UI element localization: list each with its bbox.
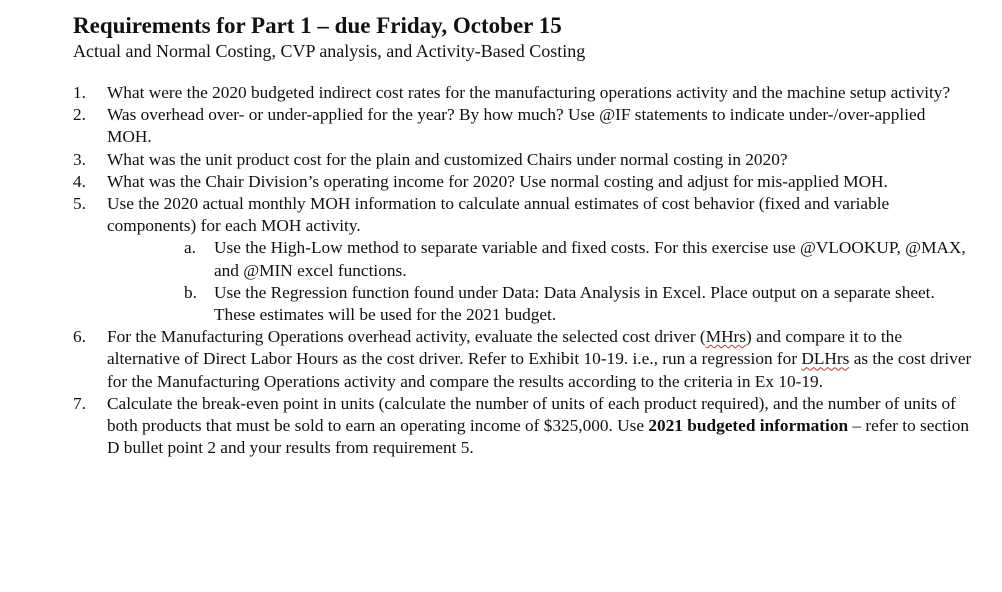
requirement-text-part: – refer to section D bullet point 2 and your results from requirement 5. [107,416,970,458]
requirement-text-part: Calculate the break-even point in units (calculate the number of units of each product required), and the number of units of both products that must be sold to earn an operating income of $325,000. Use [107,393,956,436]
sub-requirement-a [184,237,973,281]
requirement-item-7 [73,393,973,460]
requirement-number: 5. [73,194,86,214]
requirement-text-part: ) and compare it to the alternative of Direct Labor Hours as the cost driver. Refer to Exhibit 10-19. i.e., run a regression for [107,327,902,369]
requirement-number: 6. [73,327,86,347]
requirement-text: What were the 2020 budgeted indirect cost rates for the manufacturing operations activity and the machine setup activity? [107,83,951,102]
sub-requirement-text: Use the Regression function found under Data: Data Analysis in Excel. Place output on a separate sheet. These estimates will be used for the 2021 budget. [214,282,935,325]
sub-requirement-b [184,282,973,326]
bold-emphasis: 2021 budgeted information [648,416,849,436]
requirement-item-4 [73,171,973,193]
requirement-item-6 [73,326,973,393]
requirement-text-part: For the Manufacturing Operations overhead activity, evaluate the selected cost driver ( [107,327,706,347]
sub-requirement-letter: a. [184,238,196,258]
requirement-text: Was overhead over- or under-applied for the year? By how much? Use @IF statements to indicate under-/over-applied MOH. [107,105,926,147]
requirement-number: 7. [73,393,86,413]
requirement-number: 4. [73,171,86,191]
requirement-number: 1. [73,83,86,102]
requirement-item-3 [73,149,973,171]
requirement-item-2 [73,104,973,148]
requirement-item-1 [73,82,973,104]
requirement-text: What was the unit product cost for the plain and customized Chairs under normal costing in 2020? [107,149,788,169]
requirements-list [73,82,973,459]
sub-requirement-letter: b. [184,282,197,302]
page-title: Requirements for Part 1 – due Friday, October 15 [73,13,562,38]
requirement-number: 3. [73,149,86,169]
spellcheck-flagged-word: MHrs [705,327,747,347]
requirements-document [73,12,973,459]
sub-requirements-list [107,237,973,326]
requirement-number: 2. [73,105,86,125]
sub-requirement-text: Use the High-Low method to separate variable and fixed costs. For this exercise use @VLOOKUP, @MAX, and @MIN excel functions. [214,238,966,280]
spellcheck-flagged-word: DLHrs [801,349,850,369]
requirement-text-part: as the cost driver for the Manufacturing Operations activity and compare the results according to the criteria in Ex 10-19. [107,349,972,391]
requirement-text: What was the Chair Division’s operating income for 2020? Use normal costing and adjust for mis-applied MOH. [107,171,888,191]
page-subtitle: Actual and Normal Costing, CVP analysis, and Activity-Based Costing [73,41,586,61]
requirement-item-5 [73,193,973,326]
requirement-text: Use the 2020 actual monthly MOH information to calculate annual estimates of cost behavior (fixed and variable components) for each MOH activity. [107,194,890,236]
